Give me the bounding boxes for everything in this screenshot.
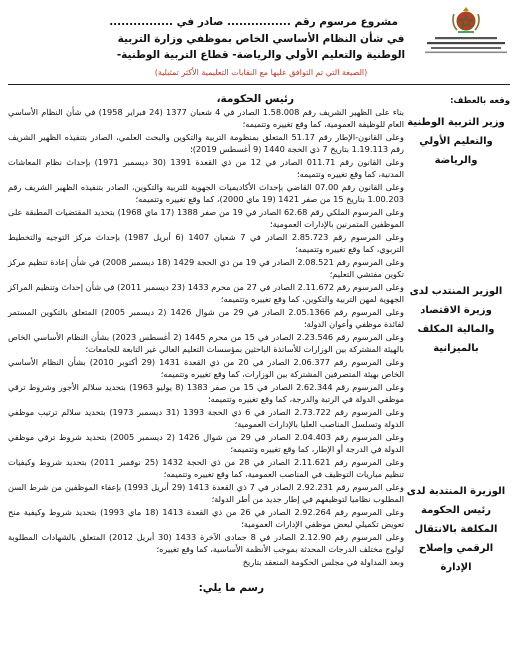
minister-education: وزير التربية الوطنية والتعليم الأولي والرياضة xyxy=(407,117,505,166)
ministry-name-graphic xyxy=(421,36,511,56)
version-note: (الصيغة التي تم التوافق عليها مع النقابات التعليمية الأكثر تمثيلية) xyxy=(154,68,368,77)
countersign-heading: وقعه بالعطف: xyxy=(450,96,510,106)
countersign-column xyxy=(402,96,510,577)
visa-paragraph: وعلى المرسوم رقم 2.11.672 الصادر في 27 من محرم 1433 (23 ديسمبر 2011) في شأن إحداث وتنظيم المراكز الجهوية لمهن التربية والتكوين، كما وقع تغييره وتتميمه؛ xyxy=(8,281,404,304)
head-of-government: رئيس الحكومة، xyxy=(216,93,294,105)
deliberation-line: وبعد المداولة في مجلس الحكومة المنعقد بتاريخ xyxy=(242,556,404,567)
visa-paragraph: وعلى المرسوم رقم 2.23.546 الصادر في 15 من محرم 1445 (2 أغسطس 2023) بشأن النظام الأساسي الخاص بالهيئة المشتركة بين الوزارات للأساتذة الباحثين بمؤسسات التعليم العالي غير التابعة للجامعات؛ xyxy=(8,331,405,354)
minister-digital-transition: الوزيرة المنتدبة لدى رئيس الحكومة المكلفة بالانتقال الرقمي وإصلاح الإدارة xyxy=(406,486,506,573)
visa-paragraph: وعلى المرسوم الملكي رقم 62.68 الصادر في 19 من صفر 1388 (17 ماي 1968) بتحديد المقتضيات المطبقة على الموظفين المتمرنين بالإدارات العمومية؛ xyxy=(8,206,405,230)
header-divider xyxy=(8,84,510,85)
visa-paragraph: وعلى القانون رقم 07.00 القاضي بإحداث الأكاديميات الجهوية للتربية والتكوين، الصادر بتنفيذه الظهير الشريف رقم 1.00.203 بتاريخ 15 من صفر 1421 (19 ماي 2000)، كما وقع تغييره وتتميمه؛ xyxy=(8,181,404,205)
visa-paragraph: وعلى المرسوم رقم 2.05.1366 الصادر في 29 من شوال 1426 (2 ديسمبر 2005) المتعلق بالتكوين المستمر لفائدة موظفي وأعوان الدولة؛ xyxy=(8,306,404,329)
coat-of-arms-icon xyxy=(449,4,483,36)
visa-paragraph: وعلى المرسوم رقم 2.92.264 الصادر في 26 من ذي القعدة 1413 (18 ماي 1993) بتحديد شروط وكيفية منح تعويض تكميلي لبعض موظفي الإدارات العمومية؛ xyxy=(8,506,405,529)
decree-formula: رسم ما يلي: xyxy=(198,582,264,595)
decree-subject: في شأن النظام الأساسي الخاص بموظفي وزارة التربية الوطنية والتعليم الأولي والرياضة- قطاع التربية الوطنية- xyxy=(116,33,406,61)
kingdom-emblem xyxy=(420,4,512,56)
visa-paragraph: بناء على الظهير الشريف رقم 1.58.008 الصادر في 4 شعبان 1377 (24 فبراير 1958) في شأن النظام الأساسي العام للوظيفة العمومية، كما وقع تغييره وتتميمه؛ xyxy=(8,107,405,130)
visa-paragraph: وعلى المرسوم رقم 2.12.90 الصادر في 8 جمادى الآخرة 1433 (30 أبريل 2012) المتعلق بالشهادات المطلوبة لولوج مختلف الدرجات المحدثة بموجب الأنظمة الأساسية، كما وقع تغييره؛ xyxy=(8,531,405,554)
decree-number-line: مشروع مرسوم رقم ................ صادر في ................ xyxy=(109,16,398,28)
visa-paragraph: وعلى المرسوم رقم 2.08.521 الصادر في 19 من ذي الحجة 1429 (18 ديسمبر 2008) في شأن إعادة تنظيم مركز تكوين مفتشي التعليم؛ xyxy=(8,256,405,279)
visa-paragraph: وعلى المرسوم رقم 2.85.723 الصادر في 7 شعبان 1407 (6 أبريل 1987) بإحداث مركز التوجيه والتخطيط التربوي، كما وقع تغييره وتتميمه؛ xyxy=(8,231,404,255)
visa-paragraph: وعلى المرسوم رقم 2.92.231 الصادر في 7 ذي القعدة 1413 (29 أبريل 1993) بإعفاء الموظفين من شرط السن المطلوب نظاميا لتوظيفهم في إطار جديد من أطر الدولة؛ xyxy=(8,481,405,504)
minister-budget: الوزير المنتدب لدى وزيرة الاقتصاد والمالية المكلف بالميزانية xyxy=(409,286,503,354)
visa-paragraph: وعلى القانون رقم 011.71 الصادر في 12 من ذي القعدة 1391 (30 ديسمبر 1971) بإحداث نظام المعاشات المدنية، كما وقع تغييره وتتميمه؛ xyxy=(8,156,405,180)
visa-paragraph: وعلى المرسوم رقم 2.73.722 الصادر في 6 ذي الحجة 1393 (31 ديسمبر 1973) بتحديد سلالم ترتيب موظفي الدولة وتسلسل المناصب العليا بالإدارات العمومية؛ xyxy=(8,406,405,429)
visa-paragraph: وعلى المرسوم رقم 2.04.403 الصادر في 29 من شوال 1426 (2 ديسمبر 2005) بتحديد شروط ترقي موظفي الدولة في الدرجة أو الإطار، كما وقع تغييره وتتميمه؛ xyxy=(8,431,404,454)
visa-paragraph: وعلى المرسوم رقم 2.62.344 الصادر في 15 من صفر 1383 (8 يوليو 1963) بتحديد سلالم الأجور وشروط ترقي موظفي الدولة في الرتبة والدرجة، كما وقع تغييره وتتميمه؛ xyxy=(8,381,404,404)
preamble xyxy=(8,92,404,594)
visa-paragraph: وعلى القانون-الإطار رقم 51.17 المتعلق بمنظومة التربية والتكوين والبحث العلمي، الصادر بتنفيذه الظهير الشريف رقم 1.19.113 بتاريخ 7 ذي الحجة 1440 (9 أغسطس 2019)؛ xyxy=(8,131,404,155)
visa-paragraph: وعلى المرسوم رقم 2.11.621 الصادر في 28 من ذي الحجة 1432 (25 نوفمبر 2011) بتحديد شروط وكيفيات تنظيم مباريات التوظيف في المناصب العمومية، كما وقع تغييره وتتميمه؛ xyxy=(8,456,405,479)
visa-paragraph: وعلى المرسوم رقم 2.06.377 الصادر في 20 من ذي القعدة 1431 (29 أكتوبر 2010) بشأن النظام الأساسي الخاص بهيئة المتصرفين المشتركة بين الوزارات، كما وقع تغييره وتتميمه؛ xyxy=(8,356,404,379)
